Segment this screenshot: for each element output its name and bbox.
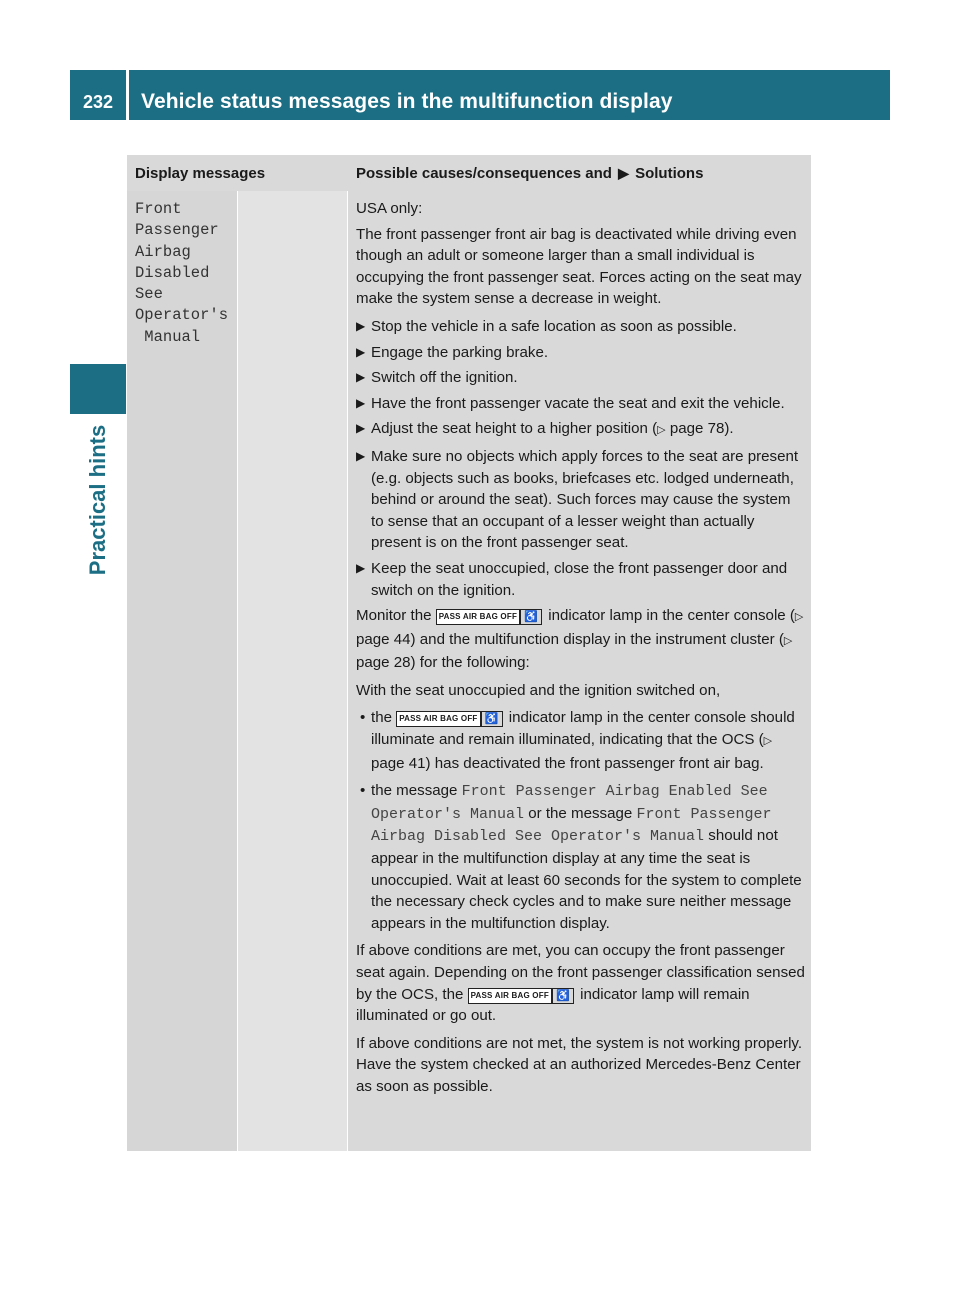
step-text: Keep the seat unoccupied, close the front passenger door and switch on the ignition.	[371, 559, 788, 599]
page-number-box	[70, 70, 126, 120]
page-title: Vehicle status messages in the multifunction display	[141, 90, 673, 113]
conditions-met-text: If above conditions are met, you can occupy the front passenger seat again. Depending on the front passenger classification sensed by the OCS, the	[356, 942, 805, 1003]
page-number: 232	[82, 92, 114, 112]
monitor-text-2: indicator lamp in the center console (	[548, 607, 795, 625]
section-label: Practical hints	[85, 424, 110, 576]
seat-occupant-icon: ♿	[520, 609, 542, 625]
step-arrow-icon: ▶	[356, 560, 366, 575]
bullet-item	[356, 707, 806, 774]
pass-airbag-off-label-icon: PASS AIR BAG OFF	[468, 988, 552, 1004]
monitor-paragraph	[356, 605, 806, 674]
step-arrow-icon: ▶	[356, 395, 366, 410]
pass-airbag-off-label-icon: PASS AIR BAG OFF	[436, 609, 520, 625]
bullet-text: or the message	[528, 804, 633, 822]
page-ref-link[interactable]: page 44) and the multifunction display in the instrument cluster (	[356, 630, 784, 648]
bullet-dot-icon: •	[360, 782, 366, 800]
with-seat-text: With the seat unoccupied and the ignition switched on,	[356, 681, 721, 699]
bullet-text: the	[371, 709, 392, 727]
step-item	[356, 393, 806, 415]
step-text: Make sure no objects which apply forces to the seat are present (e.g. objects such as books, briefcases etc. lodged underneath, behind or around the seat). Such forces may cause the system to sense that an occupant of a lesser weight than actually present is on the front passenger seat.	[371, 447, 799, 552]
step-text: Engage the parking brake.	[371, 343, 549, 361]
column-header-solutions-text: Solutions	[635, 165, 704, 182]
header-bar	[129, 70, 890, 120]
page-ref-icon: ▷	[794, 611, 804, 624]
display-message-inline: Front Passenger Airbag Enabled See Operator's Manual	[371, 783, 768, 823]
conditions-met-paragraph	[356, 940, 806, 1026]
step-item	[356, 367, 806, 389]
display-message-text: Front Passenger Airbag Disabled See Operator's Manual	[135, 200, 229, 346]
step-text: Stop the vehicle in a safe location as soon as possible.	[371, 317, 737, 335]
step-arrow-icon: ▶	[356, 370, 366, 385]
page-ref-icon: ▷	[783, 634, 793, 647]
bullet-text: the message	[371, 782, 458, 800]
step-text: Adjust the seat height to a higher position (	[371, 420, 658, 438]
page-ref-link[interactable]: page 41) has deactivated the front passenger front air bag.	[371, 754, 764, 772]
page-ref-link[interactable]: page 78).	[669, 420, 734, 438]
bullet-text: indicator lamp in the center console should illuminate and remain illuminated, indicating that the OCS (	[371, 709, 795, 749]
seat-occupant-icon: ♿	[481, 711, 503, 727]
column-header-causes-solutions	[356, 165, 703, 182]
conditions-met-text: indicator lamp will remain illuminated or go out.	[356, 985, 750, 1025]
step-arrow-icon: ▶	[356, 344, 366, 359]
page-ref-icon: ▷	[763, 735, 773, 748]
step-arrow-icon: ▶	[356, 421, 366, 436]
bullet-text: should not appear in the multifunction display at any time the seat is unoccupied. Wait at least 60 seconds for the system to complete the necessary check cycles and to make sure neither message appears in the multifunction display.	[371, 827, 802, 932]
action-arrow-icon: ▶	[618, 165, 629, 181]
step-item	[356, 418, 806, 442]
step-item	[356, 316, 806, 338]
display-message-inline: Front Passenger Airbag Disabled See Operator's Manual	[371, 805, 772, 846]
step-item	[356, 446, 806, 554]
step-item	[356, 342, 806, 364]
page-ref-icon: ▷	[657, 424, 666, 437]
intro-text: The front passenger front air bag is deactivated while driving even though an adult or someone larger than a small individual is occupying the front passenger seat. Forces acting on the seat may make the system sense a decrease in weight.	[356, 225, 802, 308]
step-text: Switch off the ignition.	[371, 369, 518, 387]
step-arrow-icon: ▶	[356, 448, 366, 463]
pass-airbag-off-label-icon: PASS AIR BAG OFF	[396, 711, 480, 727]
page-ref-link[interactable]: page 28) for the following:	[356, 654, 530, 672]
monitor-text-1: Monitor the	[356, 607, 432, 625]
column-header-display-messages: Display messages	[135, 165, 266, 182]
column-header-causes-text: Possible causes/consequences and	[356, 165, 612, 182]
conditions-not-met-text: If above conditions are not met, the system is not working properly. Have the system checked at an authorized Mercedes-Benz Center as soon as possible.	[356, 1034, 803, 1095]
intro-label: USA only:	[356, 200, 423, 217]
seat-occupant-icon: ♿	[552, 988, 574, 1004]
bullet-dot-icon: •	[360, 709, 366, 727]
step-item	[356, 558, 806, 601]
side-tab-marker	[70, 364, 126, 414]
step-text: Have the front passenger vacate the seat and exit the vehicle.	[371, 394, 785, 412]
solutions-content	[356, 198, 806, 1104]
bullet-item	[356, 780, 806, 934]
table-column-spacer	[238, 191, 347, 1151]
step-arrow-icon: ▶	[356, 318, 366, 333]
